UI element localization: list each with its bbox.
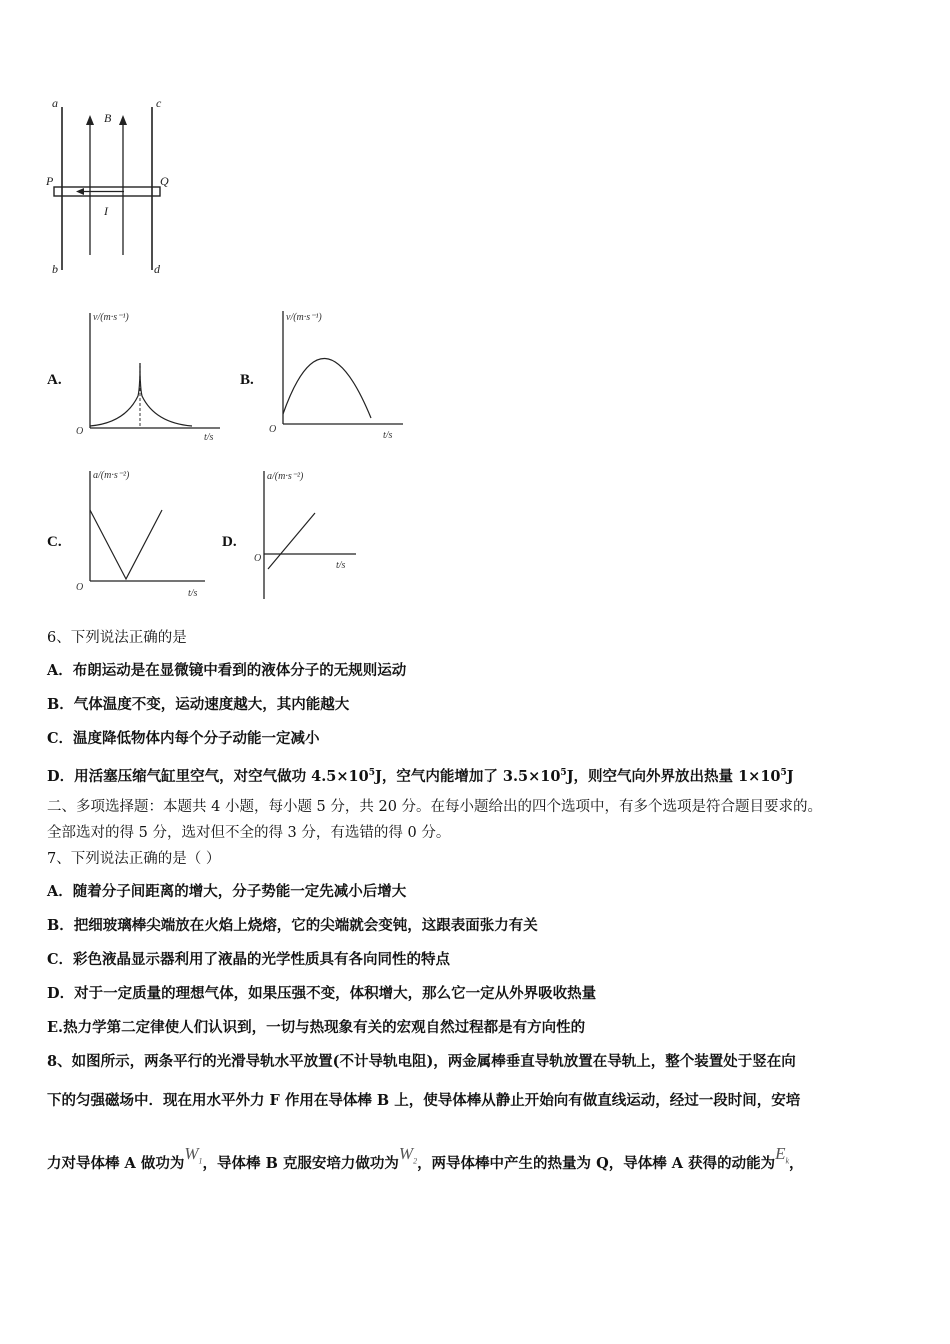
q8-w2-sub: 2 — [413, 1156, 418, 1166]
q7-option-d: D．对于一定质量的理想气体，如果压强不变，体积增大，那么它一定从外界吸收热量 — [47, 985, 597, 1002]
q8-line3-b: ，导体棒 B 克服安培力做功为 — [202, 1155, 399, 1172]
q7-option-b: B．把细玻璃棒尖端放在火焰上烧熔，它的尖端就会变钝，这跟表面张力有关 — [47, 917, 538, 934]
section2-line1: 二、多项选择题：本题共 4 小题，每小题 5 分，共 20 分。在每小题给出的四个选项中，有多个选项是符合题目要求的。 — [47, 799, 823, 815]
graph-b-xlabel: t/s — [383, 430, 393, 441]
graph-d-ylabel: a/(m·s⁻²) — [267, 471, 304, 482]
q8-w1-symbol: W — [184, 1144, 199, 1163]
graph-a — [70, 308, 225, 443]
graph-c-xlabel: t/s — [188, 588, 198, 599]
section2-line2: 全部选对的得 5 分，选对但不全的得 3 分，有选错的得 0 分。 — [47, 825, 451, 841]
q8-ek-symbol: E — [775, 1144, 786, 1163]
label-B: B — [104, 111, 112, 125]
label-d: d — [154, 262, 160, 276]
q8-w2-symbol: W — [398, 1144, 414, 1163]
option-c-label: C. — [47, 534, 62, 550]
graph-a-xlabel: t/s — [204, 432, 214, 443]
graph-d-origin: O — [254, 553, 262, 564]
q8-ek-sub: k — [785, 1156, 790, 1166]
q8-w1 — [184, 1144, 203, 1166]
q6-d-exp-3: 5 — [780, 768, 787, 778]
graph-a-origin: O — [76, 426, 84, 437]
label-a: a — [52, 96, 58, 110]
q7-option-c: C．彩色液晶显示器利用了液晶的光学性质具有各向同性的特点 — [47, 951, 451, 968]
rail-figure — [46, 95, 186, 280]
q8-line1: 8、如图所示，两条平行的光滑导轨水平放置(不计导轨电阻)，两金属棒垂直导轨放置在导轨上，整个装置处于竖在向 — [47, 1053, 796, 1070]
label-Q: Q — [160, 174, 169, 188]
q8-w2 — [398, 1144, 418, 1166]
q8-ek — [775, 1144, 790, 1166]
q7-option-a: A．随着分子间距离的增大，分子势能一定先减小后增大 — [47, 883, 407, 900]
graph-c-origin: O — [76, 582, 84, 593]
q8-line3-a: 力对导体棒 A 做功为 — [47, 1155, 185, 1172]
q8-line2: 下的匀强磁场中．现在用水平外力 F 作用在导体棒 B 上，使导体棒从静止开始向有做直线运动，经过一段时间，安培 — [47, 1092, 801, 1109]
graph-b-ylabel: v/(m·s⁻¹) — [286, 312, 322, 323]
q8-line3 — [47, 1144, 804, 1180]
graph-c-ylabel: a/(m·s⁻²) — [93, 470, 130, 481]
q6-stem: 6、下列说法正确的是 — [47, 630, 187, 646]
q6-d-text-3: J，则空气向外界放出热量 1×10 — [566, 768, 781, 785]
q6-d-exp-2: 5 — [560, 768, 567, 778]
graph-c — [70, 466, 215, 601]
graph-d — [248, 466, 368, 604]
q7-option-e: E.热力学第二定律使人们认识到，一切与热现象有关的宏观自然过程都是有方向性的 — [47, 1019, 586, 1036]
label-b: b — [52, 262, 58, 276]
q8-w1-sub: 1 — [198, 1156, 203, 1166]
graph-a-ylabel: v/(m·s⁻¹) — [93, 312, 129, 323]
q6-option-c: C．温度降低物体内每个分子动能一定减小 — [47, 730, 320, 747]
q6-d-text-1: D．用活塞压缩气缸里空气，对空气做功 4.5×10 — [47, 768, 369, 785]
q6-option-d — [47, 763, 794, 787]
q6-option-a: A．布朗运动是在显微镜中看到的液体分子的无规则运动 — [47, 662, 407, 679]
option-a-label: A. — [47, 372, 62, 388]
graph-b — [263, 306, 413, 446]
graph-d-xlabel: t/s — [336, 560, 346, 571]
option-b-label: B. — [240, 372, 254, 388]
label-I: I — [104, 204, 108, 218]
option-d-label: D. — [222, 534, 237, 550]
label-c: c — [156, 96, 162, 110]
q8-line3-c: ，两导体棒中产生的热量为 Q，导体棒 A 获得的动能为 — [417, 1155, 776, 1172]
q6-d-text-2: J，空气内能增加了 3.5×10 — [374, 768, 561, 785]
q6-d-text-4: J — [786, 768, 794, 785]
q6-d-exp-1: 5 — [368, 768, 375, 778]
q8-line3-d: ， — [789, 1155, 804, 1172]
graph-b-origin: O — [269, 424, 277, 435]
q6-option-b: B．气体温度不变，运动速度越大，其内能越大 — [47, 696, 350, 713]
label-P: P — [46, 174, 54, 188]
q7-stem: 7、下列说法正确的是（ ） — [47, 851, 221, 867]
